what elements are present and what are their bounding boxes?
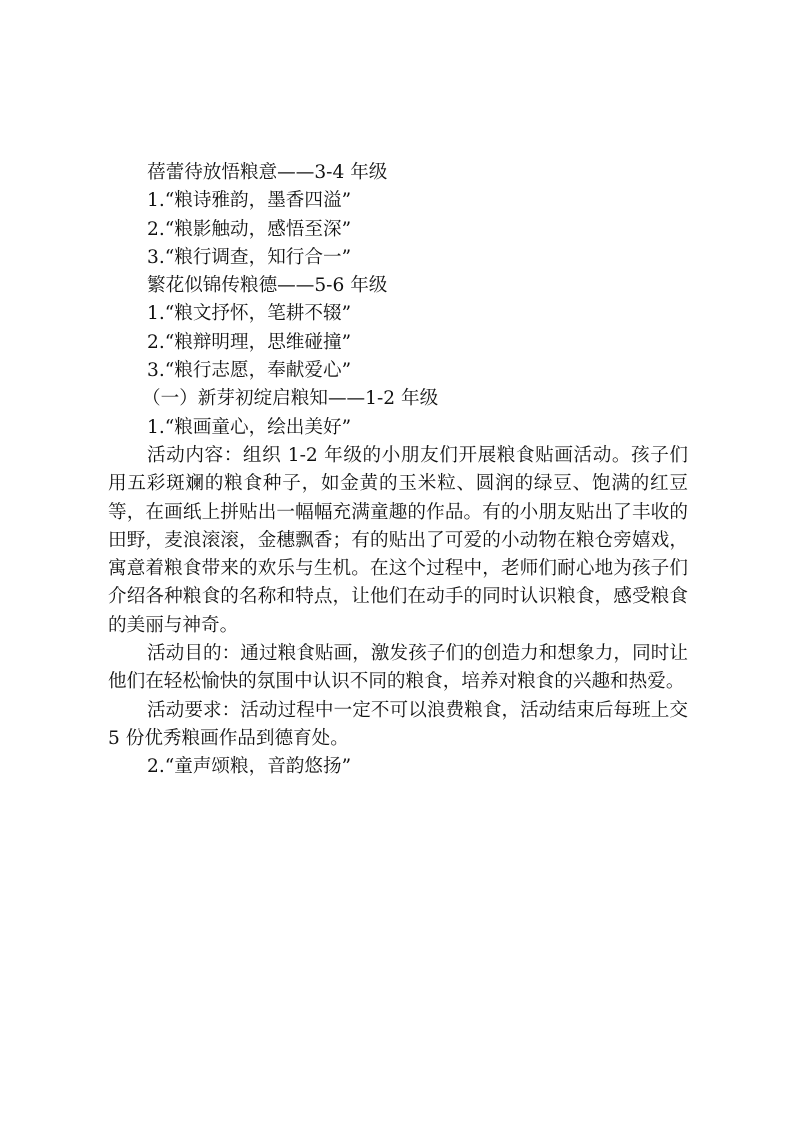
list-item: 3.“粮行志愿，奉献爱心” <box>147 360 352 382</box>
list-item: 3.“粮行调查，知行合一” <box>147 246 352 268</box>
document-body <box>108 159 688 782</box>
list-item: 2.“粮辩明理，思维碰撞” <box>147 331 352 353</box>
list-item: 1.“粮文抒怀，笔耕不辍” <box>147 303 352 325</box>
list-item: 2.“粮影触动，感悟至深” <box>147 218 352 240</box>
activity-title: 1.“粮画童心，绘出美好” <box>147 416 352 438</box>
section-heading-grade-1-2: （一）新芽初绽启粮知——1-2 年级 <box>142 388 439 410</box>
activity-purpose-paragraph: 活动目的：通过粮食贴画，激发孩子们的创造力和想象力，同时让他们在轻松愉快的氛围中认识不同的粮食，培养对粮食的兴趣和热爱。 <box>108 643 688 693</box>
activity-title: 2.“童声颂粮，音韵悠扬” <box>147 756 352 778</box>
activity-requirement-paragraph: 活动要求：活动过程中一定不可以浪费粮食，活动结束后每班上交 5 份优秀粮画作品到德育处。 <box>108 699 688 749</box>
list-item: 1.“粮诗雅韵，墨香四溢” <box>147 190 352 212</box>
section-heading-grade-5-6: 繁花似锦传粮德——5-6 年级 <box>147 275 388 297</box>
activity-content-paragraph: 活动内容：组织 1-2 年级的小朋友们开展粮食贴画活动。孩子们用五彩斑斓的粮食种子，如金黄的玉米粒、圆润的绿豆、饱满的红豆等，在画纸上拼贴出一幅幅充满童趣的作品。有的小朋友贴出了丰收的田野，麦浪滚滚，金穗飘香；有的贴出了可爱的小动物在粮仓旁嬉戏，寓意着粮食带来的欢乐与生机。在这个过程中，老师们耐心地为孩子们介绍各种粮食的名称和特点，让他们在动手的同时认识粮食，感受粮食的美丽与神奇。 <box>108 444 688 636</box>
section-heading-grade-3-4: 蓓蕾待放悟粮意——3-4 年级 <box>147 162 388 183</box>
